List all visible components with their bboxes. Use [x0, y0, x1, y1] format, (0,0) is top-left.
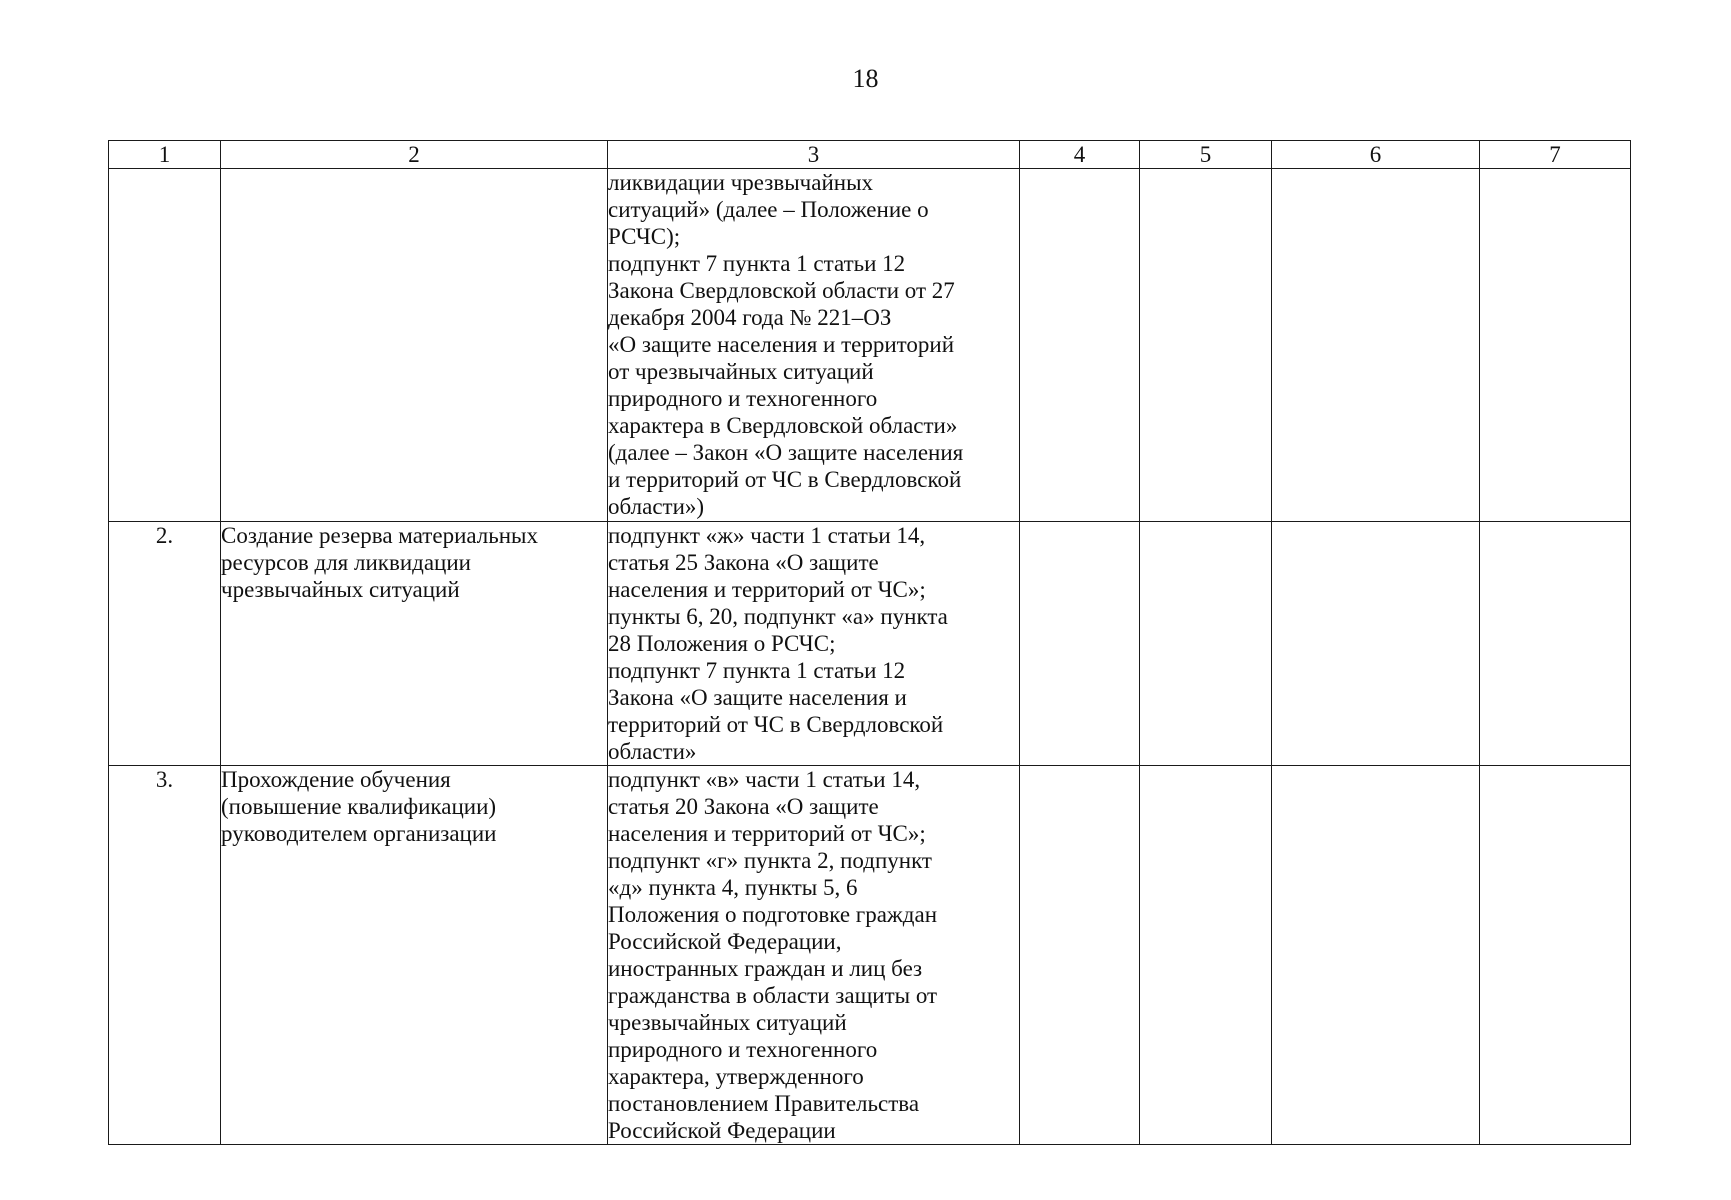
col-5-cell [1140, 766, 1272, 1145]
table-row [109, 766, 1631, 1145]
basis-line: пункты 6, 20, подпункт «а» пункта [608, 604, 948, 629]
col-5-cell [1140, 522, 1272, 766]
row-name-cell [221, 169, 608, 522]
requirements-table [108, 140, 1631, 1145]
basis-line: Закона Свердловской области от 27 [608, 278, 955, 303]
table-header-row [109, 141, 1631, 169]
basis-line: населения и территорий от ЧС»; [608, 821, 926, 846]
basis-line: характера в Свердловской области» [608, 413, 958, 438]
header-col-3: 3 [608, 141, 1020, 169]
basis-line: постановлением Правительства [608, 1091, 920, 1116]
table-row [109, 169, 1631, 522]
basis-line: статья 20 Закона «О защите [608, 794, 879, 819]
col-7-cell [1480, 766, 1631, 1145]
basis-line: от чрезвычайных ситуаций [608, 359, 874, 384]
col-6-cell [1272, 522, 1480, 766]
basis-line: Закона «О защите населения и [608, 685, 907, 710]
name-line: Прохождение обучения [221, 767, 451, 792]
row-number-cell [109, 169, 221, 522]
row-number-cell: 3. [109, 766, 221, 1145]
basis-line: Положения о подготовке граждан [608, 902, 938, 927]
basis-line: подпункт 7 пункта 1 статьи 12 [608, 658, 906, 683]
basis-line: подпункт 7 пункта 1 статьи 12 [608, 251, 906, 276]
basis-line: природного и техногенного [608, 1037, 878, 1062]
basis-line: (далее – Закон «О защите населения [608, 440, 964, 465]
name-line: ресурсов для ликвидации [221, 550, 471, 575]
name-line: (повышение квалификации) [221, 794, 497, 819]
basis-line: «О защите населения и территорий [608, 332, 955, 357]
col-6-cell [1272, 169, 1480, 522]
basis-line: декабря 2004 года № 221–ОЗ [608, 305, 892, 330]
basis-line: характера, утвержденного [608, 1064, 864, 1089]
basis-line: чрезвычайных ситуаций [608, 1010, 847, 1035]
row-name-cell [221, 522, 608, 766]
header-col-6: 6 [1272, 141, 1480, 169]
basis-line: ситуаций» (далее – Положение о [608, 197, 929, 222]
basis-line: территорий от ЧС в Свердловской [608, 712, 944, 737]
basis-line: ликвидации чрезвычайных [608, 170, 874, 195]
name-line: Создание резерва материальных [221, 523, 539, 548]
basis-line: Российской Федерации, [608, 929, 842, 954]
name-line: руководителем организации [221, 821, 497, 846]
basis-line: подпункт «г» пункта 2, подпункт [608, 848, 932, 873]
basis-line: подпункт «ж» части 1 статьи 14, [608, 523, 926, 548]
col-7-cell [1480, 169, 1631, 522]
basis-line: природного и техногенного [608, 386, 878, 411]
basis-line: РСЧС); [608, 224, 681, 249]
table-row [109, 522, 1631, 766]
basis-line: области» [608, 739, 697, 764]
row-basis-cell [608, 766, 1020, 1145]
header-col-4: 4 [1020, 141, 1140, 169]
basis-line: и территорий от ЧС в Свердловской [608, 467, 962, 492]
col-6-cell [1272, 766, 1480, 1145]
col-4-cell [1020, 169, 1140, 522]
basis-line: «д» пункта 4, пункты 5, 6 [608, 875, 858, 900]
col-4-cell [1020, 522, 1140, 766]
header-col-7: 7 [1480, 141, 1631, 169]
basis-line: иностранных граждан и лиц без [608, 956, 923, 981]
row-name-cell [221, 766, 608, 1145]
header-col-2: 2 [221, 141, 608, 169]
name-line: чрезвычайных ситуаций [221, 577, 460, 602]
basis-line: области») [608, 494, 705, 519]
header-col-1: 1 [109, 141, 221, 169]
basis-line: гражданства в области защиты от [608, 983, 938, 1008]
basis-line: Российской Федерации [608, 1118, 836, 1143]
col-5-cell [1140, 169, 1272, 522]
col-7-cell [1480, 522, 1631, 766]
row-basis-cell [608, 522, 1020, 766]
page-number: 18 [852, 64, 879, 93]
row-basis-cell [608, 169, 1020, 522]
header-col-5: 5 [1140, 141, 1272, 169]
basis-line: подпункт «в» части 1 статьи 14, [608, 767, 921, 792]
col-4-cell [1020, 766, 1140, 1145]
row-number-cell: 2. [109, 522, 221, 766]
basis-line: населения и территорий от ЧС»; [608, 577, 926, 602]
basis-line: статья 25 Закона «О защите [608, 550, 879, 575]
basis-line: 28 Положения о РСЧС; [608, 631, 836, 656]
